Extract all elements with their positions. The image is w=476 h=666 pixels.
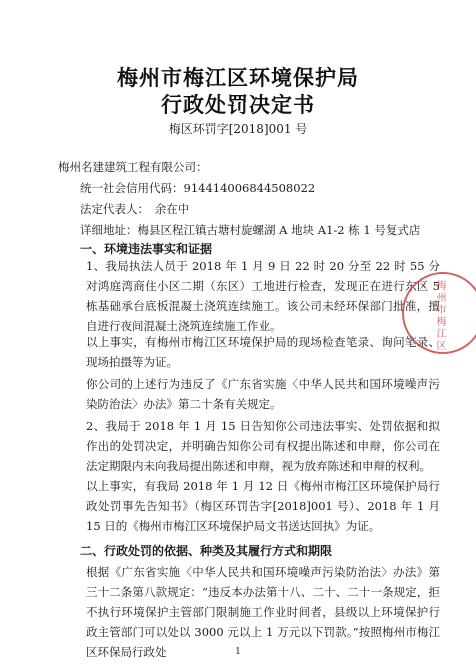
section1-paragraph-4-text: 2、我局于 2018 年 1 月 15 日告知你公司违法事实、处罚依据和拟作出的处罚决定，并明确告知你公司有权提出陈述和申辩，你公司在法定期限内未向我局提出陈述和申辩，视为放弃陈述和申辩的权利。 (86, 419, 440, 473)
section1-paragraph-2-text: 以上事实，有梅州市梅江区环境保护局的现场检查笔录、询问笔录、现场拍摄等为证。 (86, 335, 440, 369)
section2-heading: 二、行政处罚的依据、种类及其履行方式和期限 (80, 544, 333, 558)
page-number: 1 (235, 647, 241, 657)
section1-paragraph-3-text: 你公司的上述行为违反了《广东省实施〈中华人民共和国环境噪声污染防治法〉办法》第二十条有关规定。 (86, 377, 440, 411)
section1-paragraph-2 (62, 332, 440, 372)
section1-heading: 一、环境违法事实和证据 (80, 242, 213, 256)
party-credit-code: 统一社会信用代码：914414006844508022 (80, 181, 316, 195)
document-title-line2: 行政处罚决定书 (161, 93, 315, 117)
section1-paragraph-3 (62, 374, 440, 414)
document-number: 梅区环罚字[2018]001 号 (168, 122, 308, 136)
section1-paragraph-5-text: 以上事实，有我局 2018 年 1 月 12 日《梅州市梅江区环境保护局行政处罚事先告知书》（梅区环罚告字[2018]001 号）、2018 年 1 月 15 日的《梅州市梅江区环境保护局文书送达回执》为证。 (86, 479, 440, 533)
party-legal-rep: 法定代表人： 余在中 (80, 202, 190, 216)
official-seal (402, 272, 476, 354)
section1-paragraph-4 (62, 416, 440, 476)
section2-paragraph-1-text: 根据《广东省实施〈中华人民共和国环境噪声污染防治法〉办法》第三十二条第八款规定：“违反本办法第十八、二十、二十一条规定，拒不执行环境保护主管部门限制施工作业时间者，县级以上环境保护行政主管部门可以处以 3000 元以上 1 万元以下罚款。”按照梅州市梅江区环保局行政处 (86, 565, 440, 659)
section1-paragraph-1 (62, 256, 440, 336)
document-title-line1: 梅州市梅江区环境保护局 (117, 66, 359, 90)
section1-paragraph-5 (62, 476, 440, 536)
official-seal-text: 梅州市梅江区 (434, 280, 445, 352)
section1-paragraph-1-text: 1、我局执法人员于 2018 年 1 月 9 日 22 时 20 分至 22 时 55 分对鸿庭湾商住小区二期（东区）工地进行检查，发现正在进行东区 5 栋基础承台底板混凝土浇筑连续施工。该公司未经环保部门批准，擅自进行夜间混凝土浇筑连续施工作业。 (86, 259, 440, 333)
party-name: 梅州名建建筑工程有限公司： (58, 160, 208, 174)
party-address: 详细地址：梅县区程江镇古塘村旋螺湖 A 地块 A1-2 栋 1 号复式店 (80, 223, 421, 237)
